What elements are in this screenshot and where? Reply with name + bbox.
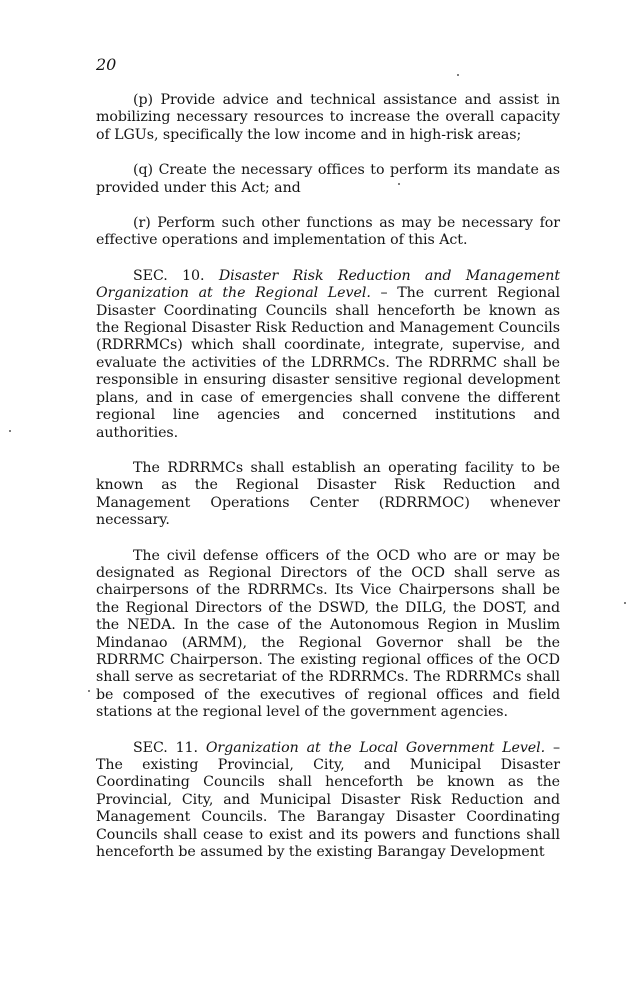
- section-10-title: Disaster Risk Reduction and Management Organization at the Regional Level.: [96, 267, 560, 302]
- paragraph-gap: [96, 250, 560, 268]
- scan-speck: [457, 74, 459, 76]
- paragraph-gap: [96, 722, 560, 740]
- section-11-paragraph: [96, 740, 560, 862]
- scan-speck: [624, 602, 626, 604]
- page-number: 20: [96, 55, 117, 74]
- section-10-paragraph: [96, 268, 560, 442]
- scan-speck: [88, 690, 90, 692]
- section-11-text: – The existing Provincial, City, and Municipal Disaster Coordinating Councils shall henceforth be known as the Provincial, City, and Municipal Disaster Risk Reduction and Management Councils. The Barangay Disaster Coordinating Councils shall cease to exist and its powers and functions shall henceforth be assumed by the existing Barangay Development: [96, 739, 560, 861]
- document-body: [96, 92, 560, 861]
- section-10-label: SEC. 10.: [133, 267, 205, 284]
- paragraph-r: (r) Perform such other functions as may be necessary for effective operations and implementation of this Act.: [96, 215, 560, 249]
- paragraph-gap: [96, 144, 560, 162]
- section-11-label: SEC. 11.: [133, 739, 198, 756]
- section-10-text: – The current Regional Disaster Coordinating Councils shall henceforth be known as the Regional Disaster Risk Reduction and Management Councils (RDRRMCs) which shall coordinate, integrate, supervise, and evaluate the activities of the LDRRMCs. The RDRRMC shall be responsible in ensuring disaster sensitive regional development plans, and in case of emergencies shall convene the different regional line agencies and concerned institutions and authorities.: [96, 285, 560, 441]
- paragraph-gap: [96, 442, 560, 460]
- section-11-title: Organization at the Local Government Level.: [205, 739, 546, 756]
- paragraph-gap: [96, 197, 560, 215]
- paragraph-civil-defense: The civil defense officers of the OCD who are or may be designated as Regional Directors of the OCD shall serve as chairpersons of the RDRRMCs. Its Vice Chairpersons shall be the Regional Directors of the DSWD, the DILG, the DOST, and the NEDA. In the case of the Autonomous Region in Muslim Mindanao (ARMM), the Regional Governor shall be the RDRRMC Chairperson. The existing regional offices of the OCD shall serve as secretariat of the RDRRMCs. The RDRRMCs shall be composed of the executives of regional offices and field stations at the regional level of the government agencies.: [96, 547, 560, 721]
- paragraph-q: (q) Create the necessary offices to perform its mandate as provided under this Act; and: [96, 162, 560, 196]
- scan-speck: [9, 430, 11, 432]
- paragraph-gap: [96, 530, 560, 548]
- scan-speck: [398, 183, 400, 185]
- paragraph-rdrrmoc: The RDRRMCs shall establish an operating facility to be known as the Regional Disaster Risk Reduction and Management Operations Center (RDRRMOC) whenever necessary.: [96, 459, 560, 529]
- paragraph-p: (p) Provide advice and technical assistance and assist in mobilizing necessary resources to increase the overall capacity of LGUs, specifically the low income and in high-risk areas;: [96, 92, 560, 143]
